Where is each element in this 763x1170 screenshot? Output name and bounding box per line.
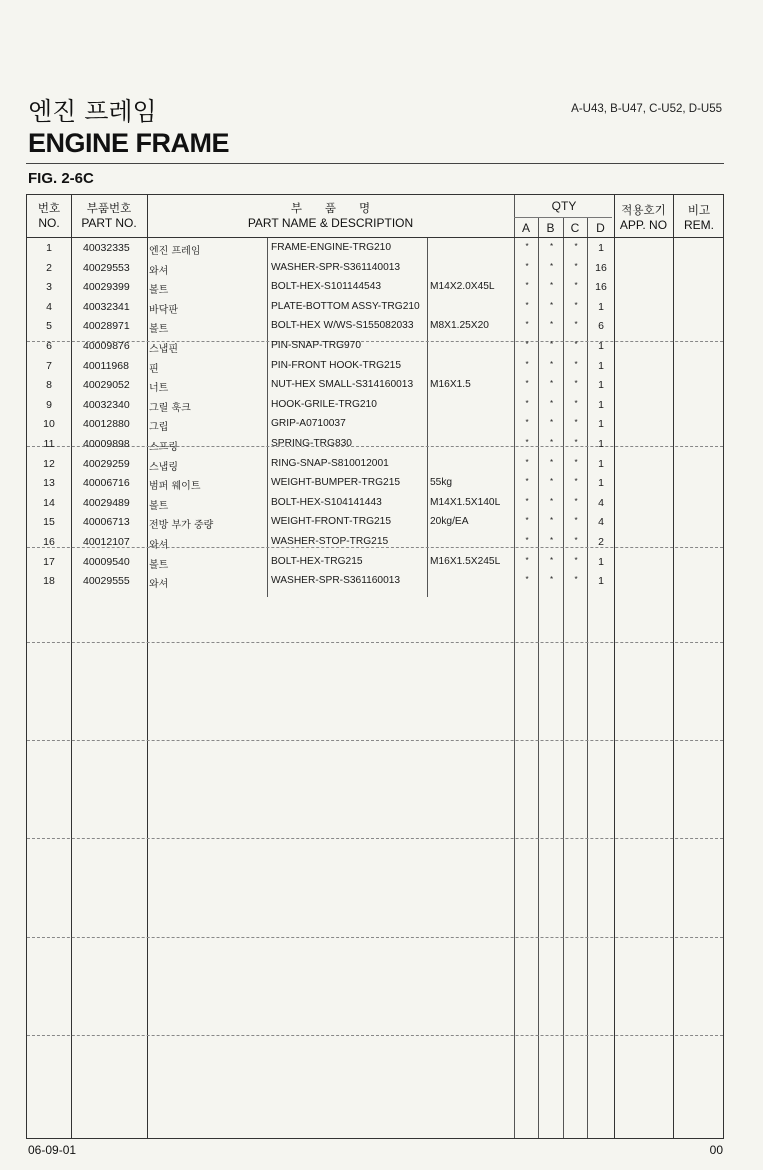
part-number: 40029553 xyxy=(83,261,130,274)
part-name-korean: 와셔 xyxy=(149,540,169,551)
part-description: WASHER-STOP-TRG215 xyxy=(271,536,389,547)
qty-c: * xyxy=(574,281,578,291)
page-number: 00 xyxy=(709,1143,723,1157)
qty-b: * xyxy=(549,438,554,447)
qty-d: 1 xyxy=(598,359,604,372)
qty-c: * xyxy=(574,555,578,565)
qty-d: 1 xyxy=(598,300,604,313)
parts-table xyxy=(26,194,724,1139)
part-spec: 20kg/EA xyxy=(430,516,469,528)
part-description: WEIGHT-FRONT-TRG215 xyxy=(271,516,391,528)
qty-d: 4 xyxy=(598,516,604,529)
qty-d: 1 xyxy=(598,438,604,450)
qty-a: * xyxy=(525,359,529,369)
header-qty-b: B xyxy=(546,221,555,235)
group-divider xyxy=(27,1035,723,1036)
qty-c: * xyxy=(574,575,578,585)
header-qty-c: C xyxy=(570,221,580,235)
part-number: 40029399 xyxy=(83,281,130,294)
header-app-no: 적용호기 APP. NO xyxy=(619,203,668,232)
header-qty: QTY xyxy=(551,199,577,213)
qty-d: 1 xyxy=(598,477,604,490)
qty-a: * xyxy=(525,398,529,408)
part-number: 40012880 xyxy=(83,418,130,431)
part-name-korean: 핀 xyxy=(149,363,159,375)
part-description: BOLT-HEX-TRG215 xyxy=(271,555,363,567)
page-title-korean: 엔진 프레임 xyxy=(28,97,157,126)
part-spec: M14X2.0X45L xyxy=(430,281,495,293)
part-number: 40012107 xyxy=(83,536,130,548)
qty-a: * xyxy=(525,477,529,487)
header-description: 부 품 명 PART NAME & DESCRIPTION xyxy=(247,201,414,230)
qty-c: * xyxy=(574,438,578,447)
row-number: 9 xyxy=(46,398,52,411)
qty-b: * xyxy=(549,516,554,526)
row-number: 3 xyxy=(46,281,52,294)
qty-b: * xyxy=(549,536,554,545)
table-row xyxy=(27,455,723,475)
qty-a: * xyxy=(525,281,529,291)
part-description: RING-SNAP-S810012001 xyxy=(271,457,389,469)
qty-a: * xyxy=(525,300,529,310)
qty-c: * xyxy=(574,477,578,487)
table-row xyxy=(27,494,723,514)
part-number: 40028971 xyxy=(83,320,130,333)
table-row xyxy=(27,357,723,377)
qty-c: * xyxy=(574,242,578,251)
part-name-korean: 바닥판 xyxy=(149,304,178,316)
part-description: BOLT-HEX W/WS-S155082033 xyxy=(271,320,414,332)
qty-b: * xyxy=(549,320,554,330)
part-number: 40009898 xyxy=(83,438,130,450)
header-divider xyxy=(26,163,724,164)
row-number: 15 xyxy=(43,516,55,529)
part-spec: M14X1.5X140L xyxy=(430,496,501,508)
part-description: HOOK-GRILE-TRG210 xyxy=(271,398,377,410)
part-description: SPRING-TRG830 xyxy=(271,438,352,449)
row-number: 1 xyxy=(46,242,52,254)
model-list: A-U43, B-U47, C-U52, D-U55 xyxy=(571,103,722,115)
qty-d: 1 xyxy=(598,457,604,470)
part-name-korean: 그릴 훅크 xyxy=(149,402,191,414)
qty-c: * xyxy=(574,398,578,408)
qty-c: * xyxy=(574,300,578,310)
part-name-korean: 스냅핀 xyxy=(149,344,178,355)
table-row xyxy=(27,572,723,592)
qty-c: * xyxy=(574,379,578,389)
table-row xyxy=(27,533,723,553)
qty-c: * xyxy=(574,496,578,506)
part-number: 40032341 xyxy=(83,300,130,313)
qty-b: * xyxy=(549,261,554,271)
part-number: 40029555 xyxy=(83,575,130,588)
group-divider xyxy=(27,740,723,741)
header-part-no: 부품번호 PART NO. xyxy=(81,201,137,230)
row-number: 8 xyxy=(46,379,52,392)
row-number: 16 xyxy=(43,536,55,548)
qty-a: * xyxy=(525,418,529,428)
part-spec: M16X1.5X245L xyxy=(430,555,501,567)
qty-a: * xyxy=(525,496,529,506)
header-qty-a: A xyxy=(521,221,530,235)
row-number: 7 xyxy=(46,359,52,372)
qty-d: 16 xyxy=(595,261,607,274)
qty-c: * xyxy=(574,320,578,330)
part-spec: M8X1.25X20 xyxy=(430,320,489,332)
part-name-korean: 와셔 xyxy=(149,579,169,591)
qty-d: 1 xyxy=(598,575,604,588)
row-number: 18 xyxy=(43,575,55,588)
part-name-korean: 엔진 프레임 xyxy=(149,246,201,257)
qty-b: * xyxy=(549,496,554,506)
row-number: 4 xyxy=(46,300,52,313)
part-description: BOLT-HEX-S101144543 xyxy=(271,281,382,293)
part-number: 40032340 xyxy=(83,398,130,411)
part-number: 40006716 xyxy=(83,477,130,490)
table-row xyxy=(27,278,723,298)
qty-a: * xyxy=(525,516,529,526)
qty-d: 1 xyxy=(598,242,604,254)
part-description: NUT-HEX SMALL-S314160013 xyxy=(271,379,414,391)
part-name-korean: 볼트 xyxy=(149,559,169,571)
part-description: GRIP-A0710037 xyxy=(271,418,346,430)
qty-b: * xyxy=(549,359,554,369)
qty-a: * xyxy=(525,536,529,545)
part-description: PLATE-BOTTOM ASSY-TRG210 xyxy=(271,300,420,312)
qty-a: * xyxy=(525,242,529,251)
part-description: PIN-SNAP-TRG970 xyxy=(271,340,362,351)
footer-date: 06-09-01 xyxy=(28,1143,77,1157)
qty-divider xyxy=(514,217,612,218)
table-row xyxy=(27,435,723,455)
table-row xyxy=(27,259,723,279)
table-row xyxy=(27,513,723,533)
qty-d: 1 xyxy=(598,418,604,431)
qty-c: * xyxy=(574,418,578,428)
part-description: BOLT-HEX-S104141443 xyxy=(271,496,382,508)
figure-label: FIG. 2-6C xyxy=(28,170,94,187)
qty-c: * xyxy=(574,340,578,349)
part-name-korean: 전방 부가 중량 xyxy=(149,520,214,532)
row-number: 14 xyxy=(43,496,55,509)
qty-d: 1 xyxy=(598,398,604,411)
part-name-korean: 스프링 xyxy=(149,442,178,453)
qty-d: 1 xyxy=(598,379,604,392)
part-description: PIN-FRONT HOOK-TRG215 xyxy=(271,359,401,371)
header-qty-d: D xyxy=(596,221,605,235)
part-name-korean: 스냅링 xyxy=(149,461,178,473)
qty-a: * xyxy=(525,379,529,389)
table-row xyxy=(27,396,723,416)
part-name-korean: 그립 xyxy=(149,422,169,434)
part-description: WASHER-SPR-S361140013 xyxy=(271,261,401,273)
row-number: 12 xyxy=(43,457,55,470)
row-number: 11 xyxy=(43,438,55,450)
part-name-korean: 범퍼 웨이트 xyxy=(149,481,201,493)
qty-c: * xyxy=(574,261,578,271)
qty-b: * xyxy=(549,379,554,389)
qty-b: * xyxy=(549,281,554,291)
table-row xyxy=(27,337,723,357)
table-row xyxy=(27,298,723,318)
qty-d: 1 xyxy=(598,555,604,568)
part-name-korean: 볼트 xyxy=(149,500,169,512)
part-name-korean: 볼트 xyxy=(149,285,169,297)
row-number: 13 xyxy=(43,477,55,490)
part-number: 40006713 xyxy=(83,516,130,529)
part-name-korean: 와셔 xyxy=(149,265,169,277)
qty-d: 6 xyxy=(598,320,604,333)
part-description: WEIGHT-BUMPER-TRG215 xyxy=(271,477,401,489)
qty-c: * xyxy=(574,457,578,467)
part-description: WASHER-SPR-S361160013 xyxy=(271,575,401,587)
qty-d: 2 xyxy=(598,536,604,548)
qty-b: * xyxy=(549,418,554,428)
qty-d: 16 xyxy=(595,281,607,294)
qty-d: 1 xyxy=(598,340,604,352)
part-number: 40009540 xyxy=(83,555,130,568)
qty-b: * xyxy=(549,575,554,585)
qty-d: 4 xyxy=(598,496,604,509)
table-row xyxy=(27,474,723,494)
group-divider xyxy=(27,838,723,839)
row-number: 2 xyxy=(46,261,52,274)
row-number: 17 xyxy=(43,555,55,568)
part-description: FRAME-ENGINE-TRG210 xyxy=(271,242,392,253)
qty-c: * xyxy=(574,359,578,369)
qty-b: * xyxy=(549,457,554,467)
table-row xyxy=(27,317,723,337)
part-number: 40011968 xyxy=(83,359,129,372)
header-divider xyxy=(27,237,723,238)
row-number: 6 xyxy=(46,340,52,352)
header-remarks: 비고 REM. xyxy=(684,203,714,232)
group-divider xyxy=(27,642,723,643)
part-number: 40029052 xyxy=(83,379,130,392)
qty-a: * xyxy=(525,438,529,447)
qty-b: * xyxy=(549,398,554,408)
qty-a: * xyxy=(525,575,529,585)
qty-a: * xyxy=(525,457,529,467)
qty-b: * xyxy=(549,340,554,349)
qty-b: * xyxy=(549,477,554,487)
qty-b: * xyxy=(549,300,554,310)
table-row xyxy=(27,239,723,259)
part-number: 40029489 xyxy=(83,496,130,509)
header-no: 번호 NO. xyxy=(37,201,61,230)
part-number: 40032335 xyxy=(83,242,130,254)
qty-a: * xyxy=(525,320,529,330)
qty-c: * xyxy=(574,536,578,545)
part-name-korean: 볼트 xyxy=(149,324,169,336)
part-number: 40009876 xyxy=(83,340,130,352)
table-row xyxy=(27,553,723,573)
page-title: ENGINE FRAME xyxy=(28,128,230,158)
part-spec: 55kg xyxy=(430,477,453,489)
qty-a: * xyxy=(525,340,529,349)
qty-c: * xyxy=(574,516,578,526)
part-number: 40029259 xyxy=(83,457,130,470)
qty-a: * xyxy=(525,555,529,565)
part-spec: M16X1.5 xyxy=(430,379,471,391)
group-divider xyxy=(27,937,723,938)
part-name-korean: 너트 xyxy=(149,383,169,395)
table-row xyxy=(27,415,723,435)
qty-a: * xyxy=(525,261,529,271)
qty-b: * xyxy=(549,555,554,565)
table-row xyxy=(27,376,723,396)
row-number: 10 xyxy=(43,418,55,431)
row-number: 5 xyxy=(46,320,52,333)
qty-b: * xyxy=(549,242,554,251)
